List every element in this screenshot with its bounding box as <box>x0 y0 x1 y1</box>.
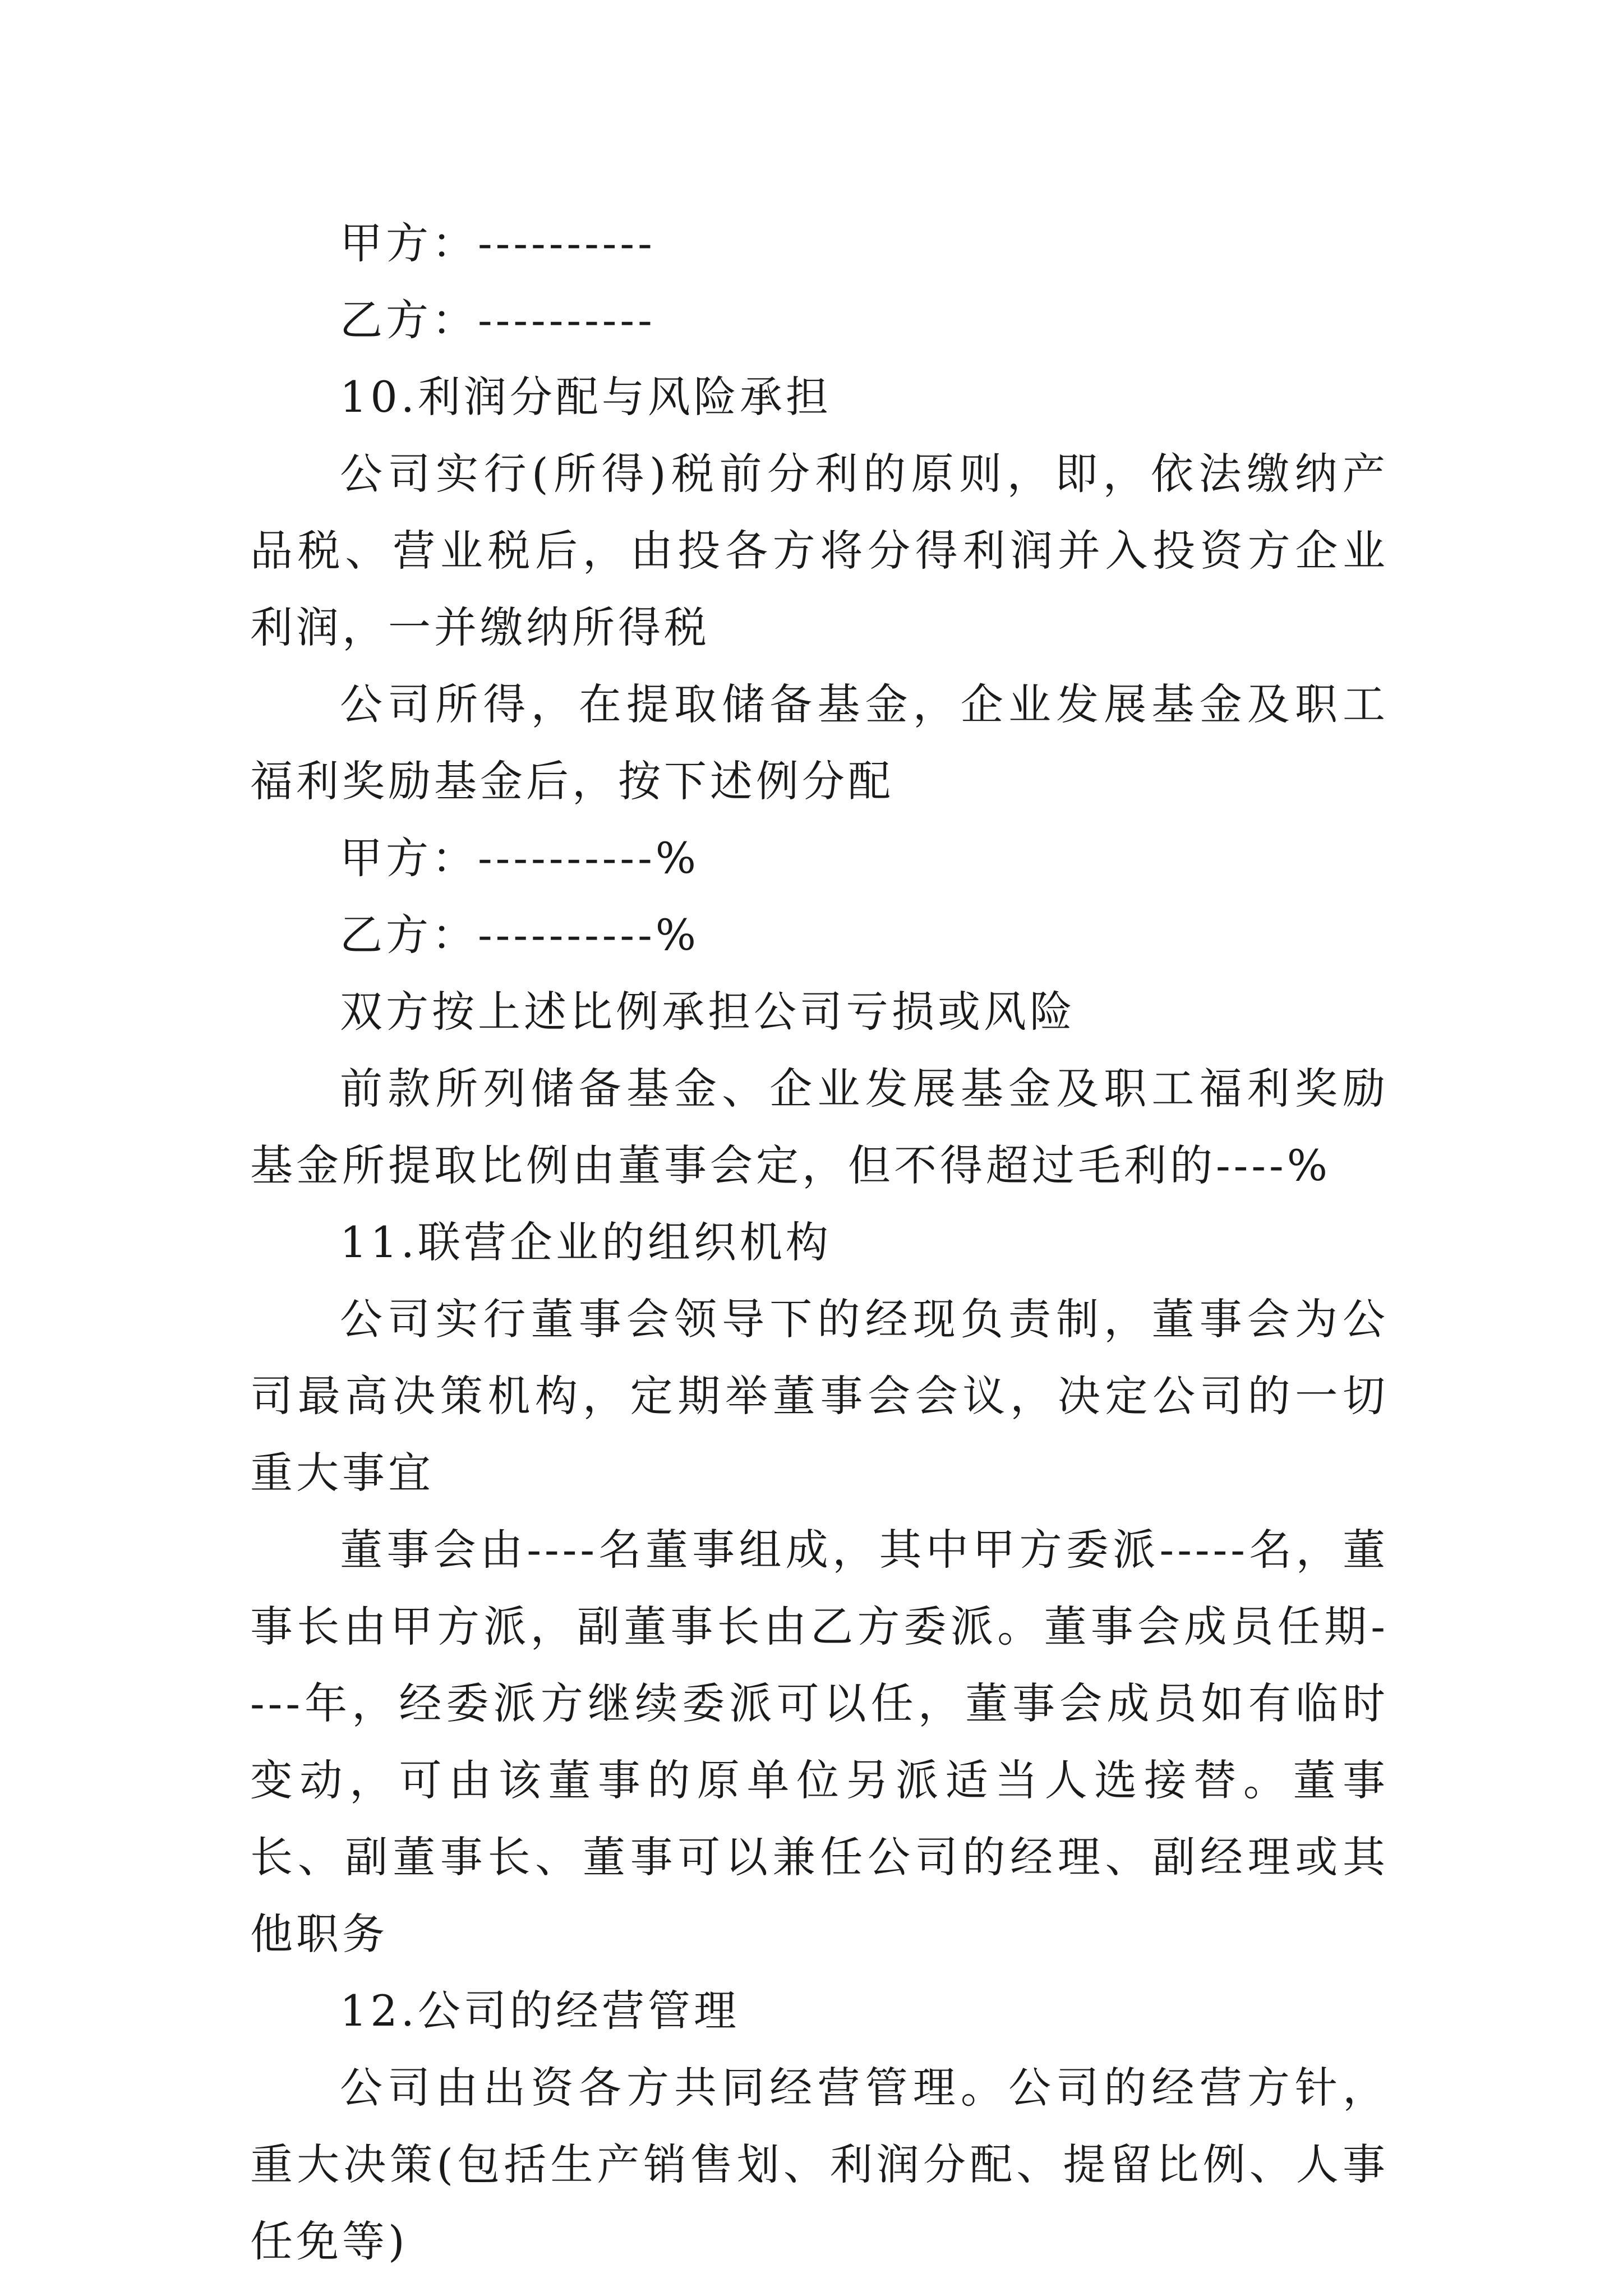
section-heading-10: 10.利润分配与风险承担 <box>340 372 832 422</box>
party-a-percent: 甲方：----------% <box>340 833 700 883</box>
paragraph-pre-tax-profit: 公司实行(所得)税前分利的原则，即，依法缴纳产品税、营业税后，由投各方将分得利润并入投资方企业利润，一并缴纳所得税 <box>250 449 1389 652</box>
document-body <box>250 205 1389 2280</box>
party-b-percent: 乙方：----------% <box>340 910 700 960</box>
party-b-blank: 乙方：---------- <box>340 295 656 345</box>
paragraph-board: 公司实行董事会领导下的经现负责制，董事会为公司最高决策机构，定期举董事会会议，决定公司的一切重大事宜 <box>250 1294 1389 1498</box>
paragraph-distribution: 公司所得，在提取储备基金，企业发展基金及职工福利奖励基金后，按下述例分配 <box>250 679 1389 806</box>
paragraph-risk: 双方按上述比例承担公司亏损或风险 <box>340 987 1076 1037</box>
paragraph-fund-ratio: 前款所列储备基金、企业发展基金及职工福利奖励基金所提取比例由董事会定，但不得超过毛利的----% <box>250 1064 1389 1190</box>
paragraph-board-members: 董事会由----名董事组成，其中甲方委派-----名，董事长由甲方派，副董事长由乙方委派。董事会成员任期----年，经委派方继续委派可以任，董事会成员如有临时变动，可由该董事的原单位另派适当人选接替。董事长、副董事长、董事可以兼任公司的经理、副经理或其他职务 <box>250 1525 1389 1959</box>
section-heading-12: 12.公司的经营管理 <box>340 1986 740 2036</box>
section-heading-11: 11.联营企业的组织机构 <box>340 1217 832 1267</box>
party-a-blank: 甲方：---------- <box>340 218 656 268</box>
paragraph-management: 公司由出资各方共同经营管理。公司的经营方针，重大决策(包括生产销售划、利润分配、提留比例、人事任免等) <box>250 2063 1389 2266</box>
